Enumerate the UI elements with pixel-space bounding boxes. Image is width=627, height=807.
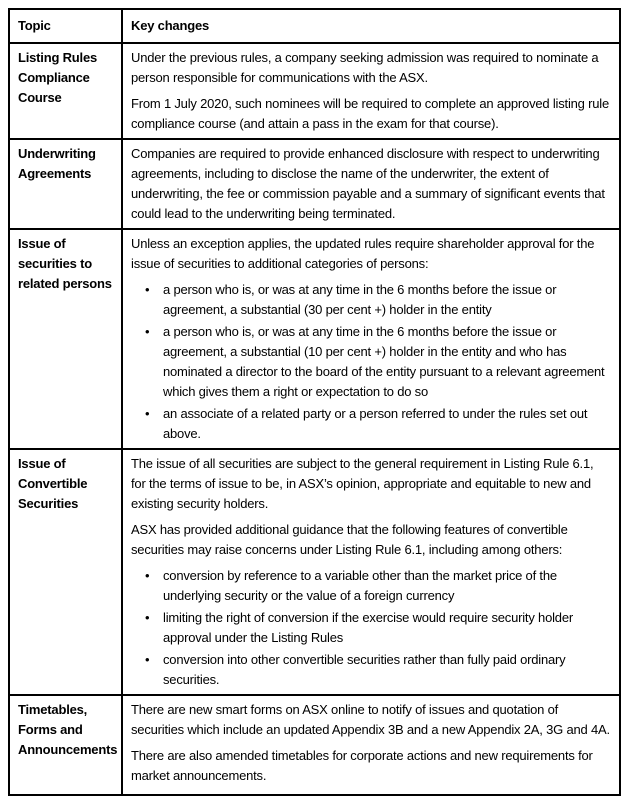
- bullet-text: conversion by reference to a variable other than the market price of the underlying security or the value of a foreign currency: [163, 568, 557, 603]
- paragraph: The issue of all securities are subject to the general requirement in Listing Rule 6.1, for the terms of issue to be, in ASX’s opinion, appropriate and equitable to new and existing security holders.: [131, 456, 594, 511]
- content-cell: [122, 449, 620, 695]
- bullet-text: limiting the right of conversion if the exercise would require security holder approval under the Listing Rules: [163, 610, 573, 645]
- paragraph: Companies are required to provide enhanced disclosure with respect to underwriting agreements, including to disclose the name of the underwriter, the extent of underwriting, the fee or commission payable and a summary of significant events that could lead to the underwriting being terminated.: [131, 146, 605, 221]
- topic-cell: Underwriting Agreements: [9, 139, 122, 229]
- table-row: [9, 449, 620, 695]
- bullet-item: [131, 280, 611, 320]
- topic-cell: Issue of securities to related persons: [9, 229, 122, 449]
- table-header-row: [9, 9, 620, 43]
- table-row: [9, 695, 620, 795]
- content-cell: [122, 43, 620, 139]
- bullet-text: an associate of a related party or a person referred to under the rules set out above.: [163, 406, 588, 441]
- content-cell: [122, 229, 620, 449]
- bullet-item: [131, 650, 611, 690]
- bullet-list: [131, 566, 611, 690]
- topic-cell: Listing Rules Compliance Course: [9, 43, 122, 139]
- content-cell: [122, 695, 620, 795]
- bullet-text: conversion into other convertible securities rather than fully paid ordinary securities.: [163, 652, 566, 687]
- content-cell: [122, 139, 620, 229]
- paragraph: There are also amended timetables for corporate actions and new requirements for market announcements.: [131, 748, 593, 783]
- bullet-text: a person who is, or was at any time in the 6 months before the issue or agreement, a substantial (30 per cent +) holder in the entity: [163, 282, 557, 317]
- bullet-list: [131, 280, 611, 444]
- table-row: [9, 229, 620, 449]
- bullet-icon: •: [145, 652, 150, 667]
- paragraph: From 1 July 2020, such nominees will be required to complete an approved listing rule compliance course (and attain a pass in the exam for that course).: [131, 96, 609, 131]
- bullet-item: [131, 608, 611, 648]
- topic-cell: Timetables, Forms and Announcements: [9, 695, 122, 795]
- key-changes-table: [8, 8, 621, 796]
- paragraph: There are new smart forms on ASX online to notify of issues and quotation of securities which include an updated Appendix 3B and a new Appendix 2A, 3G and 4A.: [131, 702, 610, 737]
- bullet-text: a person who is, or was at any time in the 6 months before the issue or agreement, a substantial (10 per cent +) holder in the entity and who has nominated a director to the board of the entity pursuant to a relevant agreement which gives them a right or expectation to do so: [163, 324, 605, 399]
- table-row: [9, 139, 620, 229]
- bullet-item: [131, 566, 611, 606]
- bullet-icon: •: [145, 568, 150, 583]
- bullet-item: [131, 404, 611, 444]
- bullet-icon: •: [145, 406, 150, 421]
- paragraph: ASX has provided additional guidance that the following features of convertible securities may raise concerns under Listing Rule 6.1, including among others:: [131, 522, 568, 557]
- paragraph: Unless an exception applies, the updated rules require shareholder approval for the issue of securities to additional categories of persons:: [131, 236, 595, 271]
- paragraph: Under the previous rules, a company seeking admission was required to nominate a person responsible for communications with the ASX.: [131, 50, 599, 85]
- bullet-icon: •: [145, 324, 150, 339]
- topic-column-header: Topic: [9, 9, 122, 43]
- bullet-icon: •: [145, 282, 150, 297]
- bullet-icon: •: [145, 610, 150, 625]
- topic-cell: Issue of Convertible Securities: [9, 449, 122, 695]
- table-row: [9, 43, 620, 139]
- bullet-item: [131, 322, 611, 402]
- key-changes-column-header: Key changes: [122, 9, 620, 43]
